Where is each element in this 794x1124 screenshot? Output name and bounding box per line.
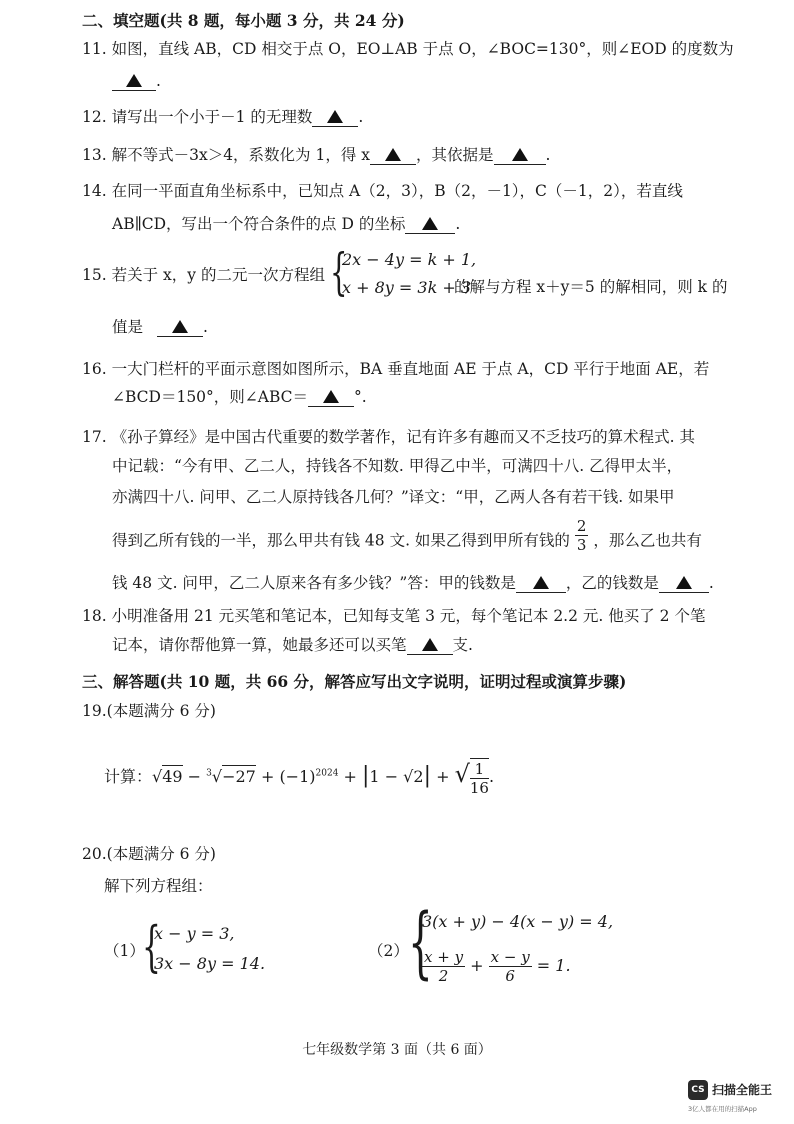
- q18-blank[interactable]: [407, 636, 453, 655]
- q17-blank-2[interactable]: [659, 574, 709, 593]
- q13-text-2: ，其依据是: [416, 146, 494, 164]
- q11-blank[interactable]: [112, 72, 156, 91]
- q15-eq2: x + 8y = 3k + 3: [342, 278, 472, 297]
- q19-number: 19.: [82, 702, 107, 720]
- q15-number: 15.: [82, 266, 107, 284]
- abs-bar-icon: |: [423, 763, 431, 788]
- question-11: [82, 38, 734, 60]
- q20-part1-system: [142, 915, 272, 982]
- question-13: [82, 144, 550, 166]
- question-14: [82, 180, 683, 202]
- q20-p2-plus: +: [470, 956, 484, 975]
- q20-p2-frac2-den: 6: [505, 967, 515, 985]
- q19-radicand-1: 49: [162, 767, 183, 786]
- q20-p1-eq2: 3x − 8y = 14.: [154, 954, 266, 973]
- q20-p2-frac1-num: x + y: [424, 948, 464, 966]
- q15-text-2: 值是: [112, 318, 144, 336]
- q20-p2-rhs: = 1.: [536, 956, 571, 975]
- triangle-icon: [172, 320, 188, 333]
- camscanner-logo-icon: CS: [688, 1080, 708, 1100]
- q19-score: (本题满分 6 分): [106, 702, 216, 720]
- q19-expression: [104, 758, 494, 797]
- question-16: [82, 358, 709, 380]
- q19-exponent: 2024: [315, 768, 339, 779]
- q19-op-3: +: [338, 767, 362, 786]
- triangle-icon: [422, 638, 438, 651]
- q17-text-4a: 得到乙所有钱的一半，那么甲共有钱 48 文. 如果乙得到甲所有钱的: [112, 531, 570, 550]
- q14-line-2: [112, 213, 460, 235]
- q17-line-4: [112, 517, 702, 554]
- q11-text: 如图，直线 AB，CD 相交于点 O，EO⊥AB 于点 O，∠BOC=130°，则∠EOD 的度数为: [111, 40, 734, 58]
- triangle-icon: [327, 110, 343, 123]
- q19-op-1: −: [182, 767, 207, 786]
- q17-text-5b: ，乙的钱数是: [565, 574, 659, 592]
- q17-text-2: 中记载：“今有甲、乙二人，持钱各不知数. 甲得乙中半，可满四十八. 乙得甲太半，: [112, 457, 683, 475]
- q20-score: (本题满分 6 分): [106, 845, 216, 863]
- q16-line-2: [112, 386, 367, 408]
- q13-blank-1[interactable]: [370, 146, 416, 165]
- q18-line-2: [112, 634, 473, 656]
- q19-frac-numerator: 1: [470, 760, 489, 779]
- q15-line-2: [112, 316, 208, 338]
- q15-tail: 的解与方程 x＋y＝5 的解相同，则 k 的: [454, 278, 728, 296]
- q11-end: .: [156, 72, 161, 90]
- left-brace-icon: {: [408, 898, 433, 988]
- q17-text-1: 《孙子算经》是中国古代重要的数学著作，记有许多有趣而又不乏技巧的算术程式. 其: [111, 428, 695, 446]
- q12-number: 12.: [82, 108, 107, 126]
- section-2-title: 二、填空题(共 8 题，每小题 3 分，共 24 分): [82, 11, 405, 30]
- abs-bar-icon: |: [362, 763, 370, 788]
- triangle-icon: [533, 576, 549, 589]
- q13-text-1: 解不等式－3x＞4，系数化为 1，得 x: [111, 146, 371, 164]
- q20-p2-eq2: [422, 948, 571, 985]
- q12-text: 请写出一个小于－1 的无理数: [111, 108, 313, 126]
- page-footer: 七年级数学第 3 面（共 6 面）: [302, 1042, 492, 1058]
- q20-p2-frac2-num: x − y: [490, 948, 530, 966]
- q18-end: 支.: [452, 636, 473, 654]
- q17-text-4b: ，那么乙也共有: [593, 531, 702, 550]
- q20-instruction: 解下列方程组：: [104, 877, 213, 895]
- q19-power-base: (−1): [279, 767, 316, 786]
- q15-end: .: [203, 318, 208, 336]
- q20-p2-frac2: [489, 948, 532, 985]
- q20-p2-frac1-den: 2: [438, 967, 449, 985]
- triangle-icon: [422, 217, 438, 230]
- q20-part2-system: [408, 898, 614, 992]
- q17-text-3: 亦满四十八. 问甲、乙二人原持钱各几何？”译文：“甲，乙两人各有若干钱. 如果甲: [112, 488, 675, 506]
- q18-number: 18.: [82, 607, 107, 625]
- q16-text-1: 一大门栏杆的平面示意图如图所示，BA 垂直地面 AE 于点 A，CD 平行于地面 AE，若: [111, 360, 710, 378]
- q17-frac-numerator: 2: [576, 517, 587, 535]
- question-17: [82, 426, 695, 448]
- q19-lead: 计算：: [104, 767, 153, 786]
- q16-number: 16.: [82, 360, 107, 378]
- sqrt-icon: √: [454, 760, 470, 788]
- q14-number: 14.: [82, 182, 107, 200]
- q17-line-5: [112, 572, 714, 594]
- q15-equation-system: [330, 243, 477, 304]
- q19-op-4: +: [430, 767, 455, 786]
- q13-number: 13.: [82, 146, 107, 164]
- q14-text-1: 在同一平面直角坐标系中，已知点 A（2，3），B（2，－1），C（－1，2），若直线: [111, 182, 683, 200]
- q15-eq1: 2x − 4y = k + 1,: [342, 250, 477, 269]
- q15-blank[interactable]: [157, 318, 203, 337]
- sqrt-icon: √: [152, 767, 163, 786]
- triangle-icon: [385, 148, 401, 161]
- scanner-watermark: [688, 1078, 788, 1118]
- q20-p2-eq1: 3(x + y) − 4(x − y) = 4,: [422, 912, 614, 931]
- q19-abs-content: 1 − √2: [369, 767, 424, 786]
- q20-part1-label: （1）: [104, 942, 145, 960]
- q20-part2-label: （2）: [368, 942, 409, 960]
- triangle-icon: [323, 390, 339, 403]
- watermark-name: 扫描全能王: [712, 1083, 773, 1097]
- q16-blank[interactable]: [308, 388, 354, 407]
- q12-blank[interactable]: [312, 108, 358, 127]
- triangle-icon: [512, 148, 528, 161]
- q13-blank-2[interactable]: [494, 146, 546, 165]
- q20-p1-eq1: x − y = 3,: [154, 924, 235, 943]
- question-15: [82, 264, 325, 286]
- q17-end: .: [708, 574, 714, 592]
- q19-frac-denominator: 16: [469, 779, 489, 797]
- question-20: [82, 843, 216, 865]
- q12-end: .: [358, 108, 364, 126]
- triangle-icon: [676, 576, 692, 589]
- left-brace-icon: {: [330, 243, 348, 301]
- sqrt-icon: √: [211, 767, 223, 786]
- q18-text-2: 记本，请你帮他算一算，她最多还可以买笔: [112, 636, 407, 654]
- left-brace-icon: {: [142, 915, 161, 978]
- q18-text-1: 小明准备用 21 元买笔和笔记本，已知每支笔 3 元，每个笔记本 2.2 元. 他买了 2 个笔: [111, 607, 706, 625]
- triangle-icon: [126, 74, 142, 87]
- q13-end: .: [545, 146, 551, 164]
- q19-fraction: [470, 758, 489, 797]
- q17-frac-denominator: 3: [576, 536, 587, 554]
- q19-end: .: [488, 767, 495, 786]
- q20-number: 20.: [82, 845, 107, 863]
- q19-op-2: +: [255, 767, 280, 786]
- question-19: [82, 700, 216, 722]
- question-12: [82, 106, 363, 128]
- q17-blank-1[interactable]: [516, 574, 566, 593]
- q16-text-2: ∠BCD＝150°，则∠ABC＝: [112, 388, 309, 406]
- q15-lead: 若关于 x，y 的二元一次方程组: [111, 266, 325, 284]
- q19-radicand-2: −27: [222, 767, 256, 786]
- q14-blank[interactable]: [405, 215, 455, 234]
- section-3-title: 三、解答题(共 10 题，共 66 分，解答应写出文字说明，证明过程或演算步骤): [82, 672, 627, 691]
- q19-cube-index: 3: [206, 768, 212, 779]
- watermark-subtitle: 3亿人都在用的扫描App: [688, 1105, 757, 1113]
- q17-number: 17.: [82, 428, 107, 446]
- q20-p2-frac1: [422, 948, 465, 985]
- q17-text-5a: 钱 48 文. 问甲，乙二人原来各有多少钱？”答：甲的钱数是: [112, 574, 516, 592]
- q11-answer-line: [112, 70, 161, 92]
- q16-end: °.: [354, 388, 367, 406]
- q17-fraction: [575, 517, 589, 554]
- q14-end: .: [455, 215, 461, 233]
- question-18: [82, 605, 705, 627]
- q11-number: 11.: [82, 40, 107, 58]
- q14-text-2: AB∥CD，写出一个符合条件的点 D 的坐标: [112, 215, 406, 233]
